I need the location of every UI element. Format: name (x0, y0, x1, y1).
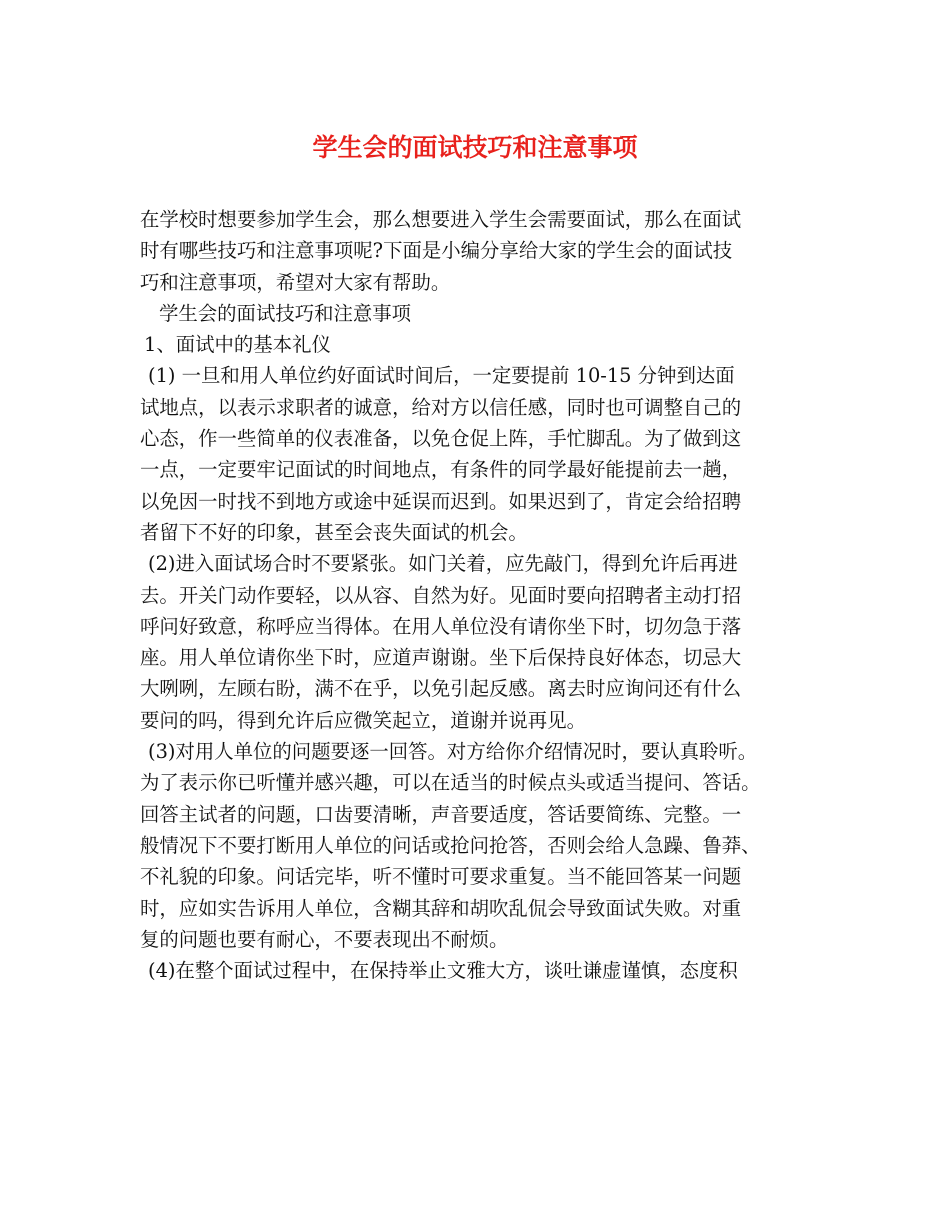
body-line: 座。用人单位请你坐下时，应道声谢谢。坐下后保持良好体态，切忌大 (140, 646, 742, 670)
body-line: 大咧咧，左顾右盼，满不在乎，以免引起反感。离去时应询问还有什么 (140, 677, 742, 701)
body-line: 回答主试者的问题，口齿要清晰，声音要适度，答话要简练、完整。一 (140, 802, 742, 826)
body-line: (4)在整个面试过程中，在保持举止文雅大方，谈吐谦虚谨慎，态度积 (148, 959, 738, 983)
body-line: 以免因一时找不到地方或途中延误而迟到。如果迟到了，肯定会给招聘 (140, 489, 742, 513)
body-line: (1) 一旦和用人单位约好面试时间后，一定要提前 10-15 分钟到达面 (148, 364, 735, 388)
body-line: 去。开关门动作要轻，以从容、自然为好。见面时要向招聘者主动打招 (140, 583, 742, 607)
body-line: 般情况下不要打断用人单位的问话或抢问抢答，否则会给人急躁、鲁莽、 (140, 833, 761, 857)
section-heading: 学生会的面试技巧和注意事项 (159, 301, 412, 325)
body-line: 者留下不好的印象，甚至会丧失面试的机会。 (140, 520, 528, 544)
body-line: 在学校时想要参加学生会，那么想要进入学生会需要面试，那么在面试 (140, 208, 742, 231)
body-line: 一点，一定要牢记面试的时间地点，有条件的同学最好能提前去一趟， (140, 458, 742, 482)
subsection-heading: 1、面试中的基本礼仪 (144, 333, 331, 357)
body-line: 心态，作一些简单的仪表准备，以免仓促上阵，手忙脚乱。为了做到这 (140, 427, 742, 451)
body-line: 时，应如实告诉用人单位，含糊其辞和胡吹乱侃会导致面试失败。对重 (140, 896, 742, 920)
body-line: (3)对用人单位的问题要逐一回答。对方给你介绍情况时，要认真聆听。 (148, 740, 758, 764)
body-line: 时有哪些技巧和注意事项呢?下面是小编分享给大家的学生会的面试技 (140, 239, 733, 263)
body-line: (2)进入面试场合时不要紧张。如门关着，应先敲门，得到允许后再进 (148, 552, 738, 576)
body-line: 为了表示你已听懂并感兴趣，可以在适当的时候点头或适当提问、答话。 (140, 771, 761, 795)
body-line: 试地点，以表示求职者的诚意，给对方以信任感，同时也可调整自己的 (140, 395, 742, 419)
body-line: 巧和注意事项，希望对大家有帮助。 (140, 270, 451, 294)
document-body (140, 204, 830, 986)
body-line: 复的问题也要有耐心，不要表现出不耐烦。 (140, 927, 509, 951)
body-line: 呼问好致意，称呼应当得体。在用人单位没有请你坐下时，切勿急于落 (140, 614, 742, 638)
body-line: 要问的吗，得到允许后应微笑起立，道谢并说再见。 (140, 708, 586, 732)
body-line: 不礼貌的印象。问话完毕，听不懂时可要求重复。当不能回答某一问题 (140, 865, 742, 889)
document-title: 学生会的面试技巧和注意事项 (312, 133, 638, 162)
